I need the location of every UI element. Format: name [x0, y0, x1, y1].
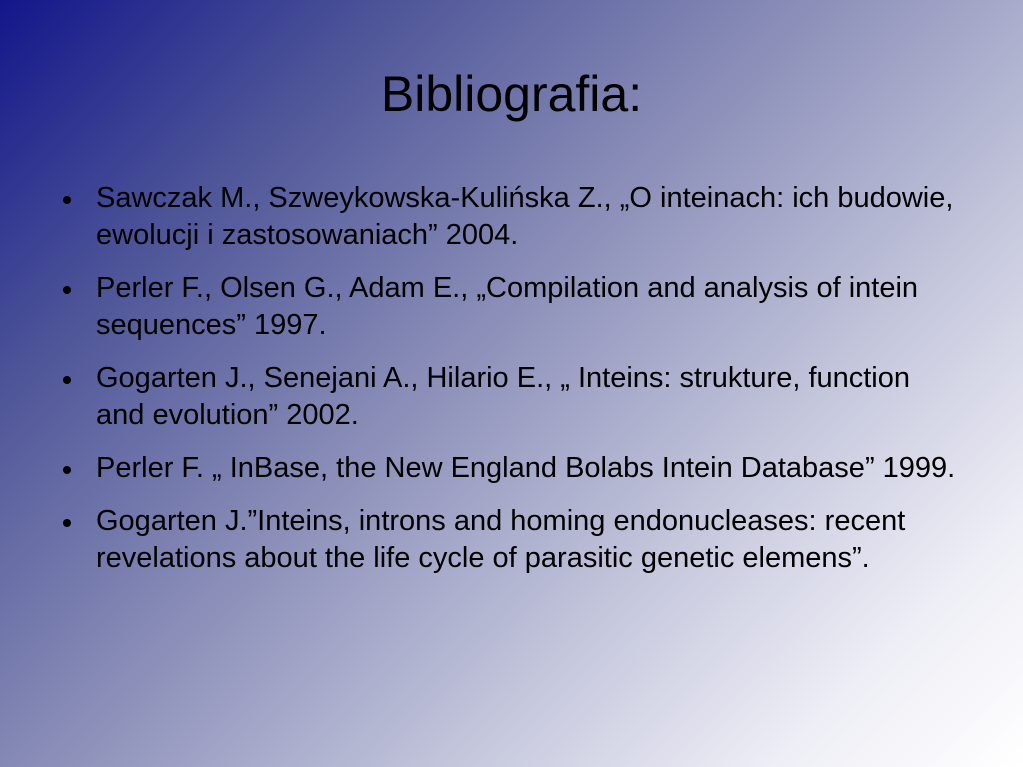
- slide-title: Bibliografia:: [380, 66, 643, 122]
- bibliography-item-text: Gogarten J., Senejani A., Hilario E., „ Inteins: strukture, function and evolution” 2002.: [96, 362, 911, 431]
- bibliography-item-text: Perler F., Olsen G., Adam E., „Compilation and analysis of intein sequences” 1997.: [96, 272, 919, 341]
- bibliography-item-text: Perler F. „ InBase, the New England Bolabs Intein Database” 1999.: [96, 452, 956, 484]
- bullet-icon: [63, 519, 71, 527]
- bibliography-item: [58, 180, 963, 254]
- bibliography-item: [58, 450, 963, 487]
- bibliography-item: [58, 360, 963, 434]
- bibliography-item: [58, 503, 963, 577]
- bibliography-item-text: Gogarten J.”Inteins, introns and homing endonucleases: recent revelations about the life cycle of parasitic genetic elemens”.: [96, 505, 906, 574]
- bibliography-item: [58, 270, 963, 344]
- bibliography-item-text: Sawczak M., Szweykowska-Kulińska Z., „O inteinach: ich budowie, ewolucji i zastosowaniach” 2004.: [96, 182, 954, 251]
- bullet-icon: [63, 376, 71, 384]
- bullet-icon: [63, 196, 71, 204]
- bullet-icon: [63, 466, 71, 474]
- bibliography-list: [58, 180, 963, 593]
- bullet-icon: [63, 286, 71, 294]
